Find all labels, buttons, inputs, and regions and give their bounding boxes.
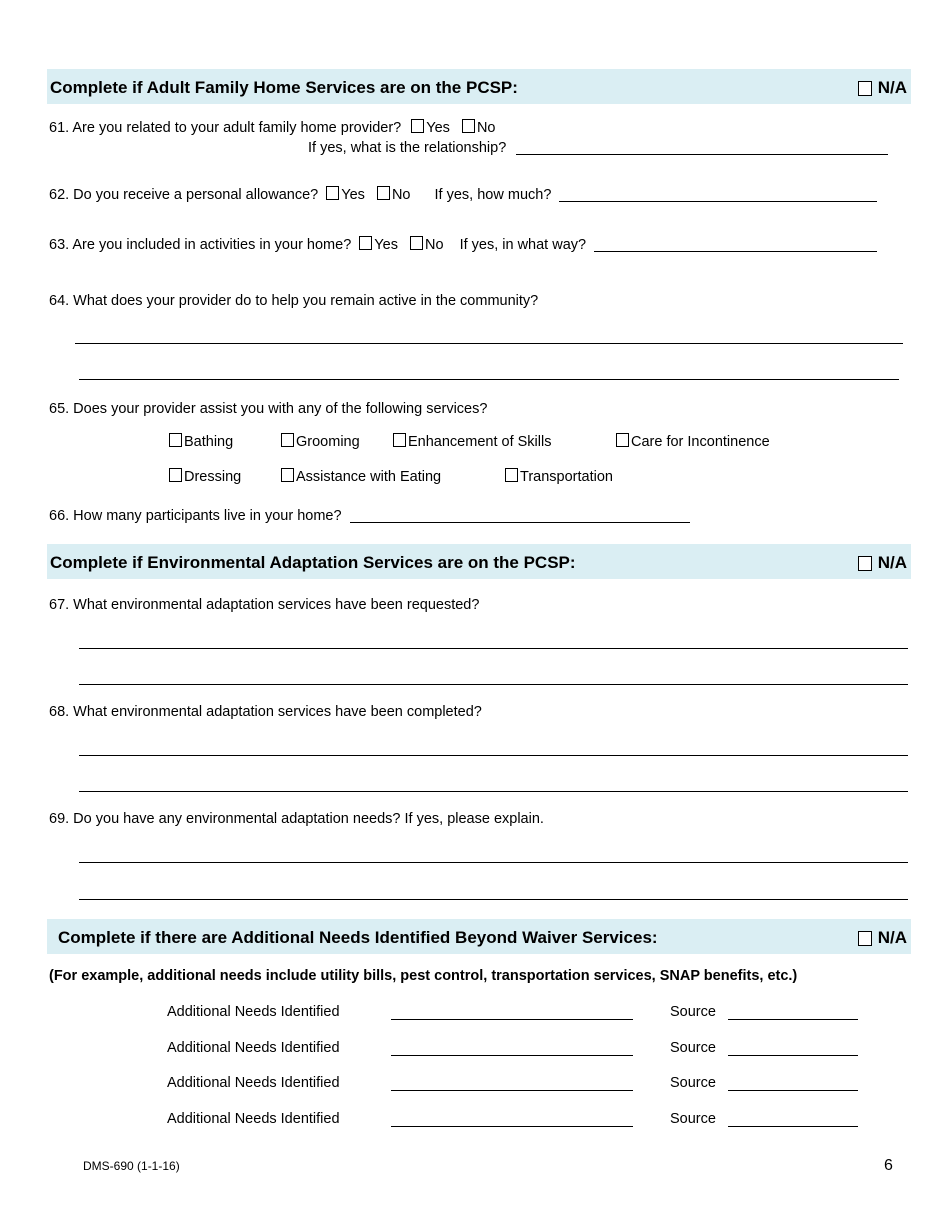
no-label: No (424, 237, 444, 253)
no-label: No (476, 120, 496, 136)
yes-label: Yes (341, 187, 365, 203)
question-text: 66. How many participants live in your home? (49, 508, 342, 524)
answer-line[interactable] (79, 648, 908, 649)
followup-text: If yes, what is the relationship? (308, 140, 507, 156)
na-option[interactable] (858, 928, 907, 948)
question-67: 67. What environmental adaptation services have been requested? (49, 597, 480, 613)
allowance-amount-field[interactable] (559, 187, 877, 202)
no-option[interactable] (410, 237, 444, 253)
option-label: Care for Incontinence (631, 434, 770, 450)
followup-text: If yes, how much? (434, 187, 552, 203)
checkbox[interactable] (616, 433, 629, 447)
page-number: 6 (884, 1157, 893, 1174)
source-label: Source (670, 1075, 716, 1091)
additional-need-row-label: Additional Needs Identified (167, 1075, 340, 1091)
checkbox[interactable] (505, 468, 518, 482)
additional-need-row-label: Additional Needs Identified (167, 1111, 340, 1127)
option-label: Enhancement of Skills (408, 434, 552, 450)
option-enhancement-of-skills[interactable] (393, 433, 551, 450)
additional-need-field[interactable] (391, 1126, 633, 1127)
question-text: 63. Are you included in activities in your home? (49, 237, 352, 253)
question-68: 68. What environmental adaptation services have been completed? (49, 704, 482, 720)
question-63 (49, 236, 877, 253)
yes-option[interactable] (359, 237, 398, 253)
option-transportation[interactable] (505, 468, 613, 485)
source-label: Source (670, 1040, 716, 1056)
additional-need-row-label: Additional Needs Identified (167, 1004, 340, 1020)
na-checkbox[interactable] (858, 556, 872, 571)
question-61-followup (308, 140, 888, 156)
na-label: N/A (877, 928, 907, 947)
na-option[interactable] (858, 78, 907, 98)
form-code: DMS-690 (1-1-16) (83, 1159, 180, 1173)
participants-count-field[interactable] (350, 508, 690, 523)
question-65: 65. Does your provider assist you with any of the following services? (49, 401, 488, 417)
question-66 (49, 508, 690, 524)
source-field[interactable] (728, 1019, 858, 1020)
option-label: Assistance with Eating (296, 469, 442, 485)
answer-line[interactable] (79, 862, 908, 863)
section-header-additional-needs (47, 919, 911, 954)
option-label: Dressing (184, 469, 242, 485)
answer-line[interactable] (79, 684, 908, 685)
option-label: Bathing (184, 434, 234, 450)
additional-need-field[interactable] (391, 1055, 633, 1056)
source-field[interactable] (728, 1055, 858, 1056)
relationship-field[interactable] (516, 140, 888, 155)
question-text: 62. Do you receive a personal allowance? (49, 187, 319, 203)
na-label: N/A (877, 553, 907, 572)
additional-need-field[interactable] (391, 1090, 633, 1091)
answer-line[interactable] (79, 791, 908, 792)
section-header-adult-family-home (47, 69, 911, 104)
checkbox[interactable] (281, 433, 294, 447)
yes-option[interactable] (411, 120, 450, 136)
source-field[interactable] (728, 1126, 858, 1127)
yes-label: Yes (374, 237, 398, 253)
na-checkbox[interactable] (858, 931, 872, 946)
no-checkbox[interactable] (377, 186, 390, 200)
activities-way-field[interactable] (594, 237, 877, 252)
no-checkbox[interactable] (462, 119, 475, 133)
na-label: N/A (877, 78, 907, 97)
option-dressing[interactable] (169, 468, 241, 485)
yes-checkbox[interactable] (326, 186, 339, 200)
section-title: Complete if Environmental Adaptation Services are on the PCSP: (50, 553, 576, 572)
na-checkbox[interactable] (858, 81, 872, 96)
option-grooming[interactable] (281, 433, 360, 450)
no-option[interactable] (377, 187, 411, 203)
question-69: 69. Do you have any environmental adaptation needs? If yes, please explain. (49, 811, 544, 827)
source-label: Source (670, 1004, 716, 1020)
section-title: Complete if Adult Family Home Services are on the PCSP: (50, 78, 518, 97)
section-title: Complete if there are Additional Needs Identified Beyond Waiver Services: (58, 928, 658, 947)
additional-need-field[interactable] (391, 1019, 633, 1020)
followup-text: If yes, in what way? (459, 237, 587, 253)
no-option[interactable] (462, 120, 496, 136)
section-header-environmental-adaptation (47, 544, 911, 579)
option-label: Grooming (296, 434, 360, 450)
checkbox[interactable] (169, 468, 182, 482)
question-64: 64. What does your provider do to help you remain active in the community? (49, 293, 539, 309)
option-label: Transportation (520, 469, 613, 485)
question-text: 61. Are you related to your adult family home provider? (49, 120, 402, 136)
answer-line[interactable] (79, 755, 908, 756)
additional-needs-example: (For example, additional needs include utility bills, pest control, transportation services, SNAP benefits, etc.) (49, 968, 798, 984)
question-62 (49, 186, 877, 203)
checkbox[interactable] (393, 433, 406, 447)
question-61 (49, 119, 496, 136)
answer-line[interactable] (79, 379, 899, 380)
yes-checkbox[interactable] (359, 236, 372, 250)
no-checkbox[interactable] (410, 236, 423, 250)
na-option[interactable] (858, 553, 907, 573)
option-care-for-incontinence[interactable] (616, 433, 770, 450)
checkbox[interactable] (281, 468, 294, 482)
option-bathing[interactable] (169, 433, 233, 450)
checkbox[interactable] (169, 433, 182, 447)
yes-option[interactable] (326, 187, 365, 203)
answer-line[interactable] (75, 343, 903, 344)
source-field[interactable] (728, 1090, 858, 1091)
source-label: Source (670, 1111, 716, 1127)
option-assistance-with-eating[interactable] (281, 468, 441, 485)
yes-checkbox[interactable] (411, 119, 424, 133)
answer-line[interactable] (79, 899, 908, 900)
no-label: No (391, 187, 411, 203)
yes-label: Yes (426, 120, 450, 136)
additional-need-row-label: Additional Needs Identified (167, 1040, 340, 1056)
